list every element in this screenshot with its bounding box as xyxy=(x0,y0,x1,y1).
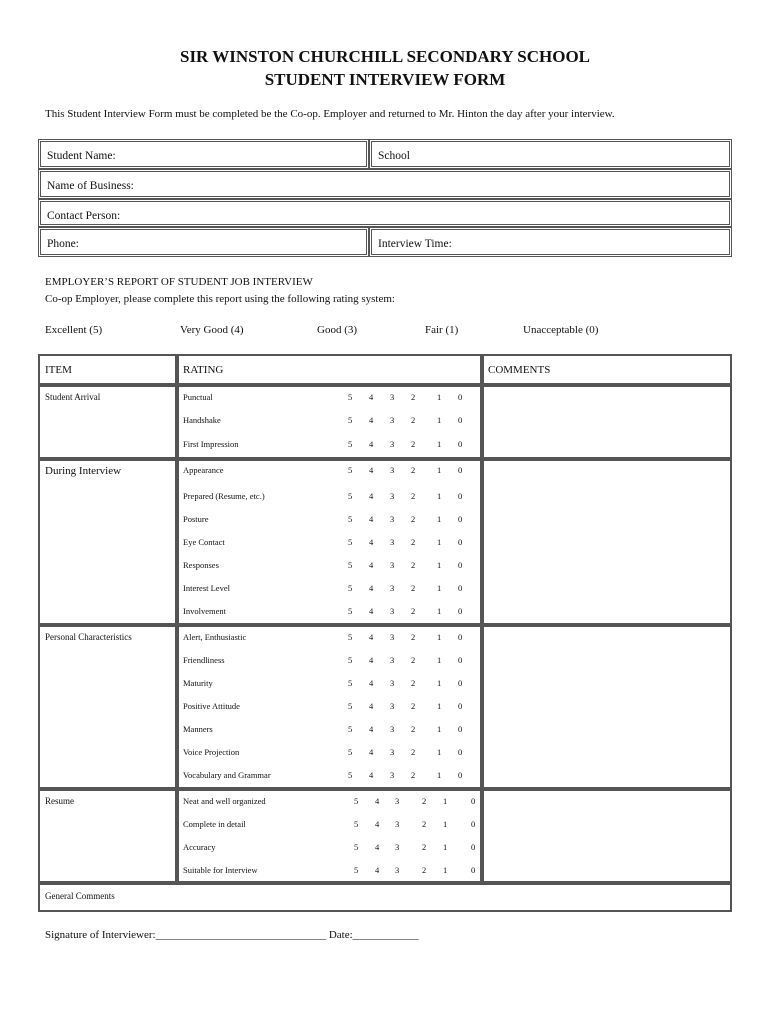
business-field[interactable] xyxy=(38,169,732,199)
contact-label: Contact Person: xyxy=(47,210,121,222)
group-label: Personal Characteristics xyxy=(45,632,132,642)
rating-option[interactable]: 4 xyxy=(369,392,374,402)
rating-option[interactable]: 4 xyxy=(369,606,374,616)
rating-item: Voice Projection xyxy=(183,747,240,757)
rating-item: Neat and well organized xyxy=(183,796,266,806)
rating-option[interactable]: 0 xyxy=(458,770,463,780)
rating-option[interactable]: 4 xyxy=(375,865,380,875)
rating-option[interactable]: 2 xyxy=(411,606,416,616)
scale-very-good: Very Good (4) xyxy=(180,324,244,336)
rating-option[interactable]: 0 xyxy=(458,678,463,688)
rating-option[interactable]: 3 xyxy=(390,514,395,524)
school-label: School xyxy=(378,150,410,162)
rating-item: Eye Contact xyxy=(183,537,225,547)
rating-option[interactable]: 0 xyxy=(471,865,476,875)
report-instructions: Co-op Employer, please complete this report using the following rating system: xyxy=(45,293,395,305)
rating-item: First Impression xyxy=(183,439,239,449)
rating-option[interactable]: 2 xyxy=(411,514,416,524)
rating-option[interactable]: 2 xyxy=(411,632,416,642)
rating-option[interactable]: 4 xyxy=(369,465,374,475)
rating-option[interactable]: 3 xyxy=(390,655,395,665)
phone-label: Phone: xyxy=(47,238,79,250)
rating-option[interactable]: 0 xyxy=(458,583,463,593)
rating-item: Accuracy xyxy=(183,842,216,852)
rating-option[interactable]: 0 xyxy=(458,606,463,616)
student-name-field[interactable] xyxy=(38,139,369,169)
rating-item: Prepared (Resume, etc.) xyxy=(183,491,265,501)
intro-text: This Student Interview Form must be completed be the Co-op. Employer and returned to Mr. Hinton the day after your interview. xyxy=(45,108,615,120)
student-name-label: Student Name: xyxy=(47,150,116,162)
rating-option[interactable]: 4 xyxy=(369,632,374,642)
group-item-cell xyxy=(38,459,177,625)
rating-option[interactable]: 1 xyxy=(443,842,448,852)
rating-option[interactable]: 4 xyxy=(369,724,374,734)
scale-excellent: Excellent (5) xyxy=(45,324,103,336)
rating-option[interactable]: 5 xyxy=(348,606,353,616)
rating-item: Friendliness xyxy=(183,655,225,665)
contact-field[interactable] xyxy=(38,199,732,227)
rating-option[interactable]: 1 xyxy=(437,655,442,665)
rating-option[interactable]: 1 xyxy=(437,632,442,642)
rating-item: Complete in detail xyxy=(183,819,246,829)
rating-option[interactable]: 3 xyxy=(390,678,395,688)
rating-option[interactable]: 2 xyxy=(411,770,416,780)
rating-option[interactable]: 3 xyxy=(390,415,395,425)
rating-item: Vocabulary and Grammar xyxy=(183,770,271,780)
rating-option[interactable]: 3 xyxy=(395,819,400,829)
rating-option[interactable]: 5 xyxy=(348,678,353,688)
business-label: Name of Business: xyxy=(47,180,134,192)
rating-option[interactable]: 2 xyxy=(422,796,427,806)
rating-option[interactable]: 5 xyxy=(348,724,353,734)
rating-option[interactable]: 1 xyxy=(437,724,442,734)
rating-option[interactable]: 1 xyxy=(437,701,442,711)
rating-option[interactable]: 0 xyxy=(471,842,476,852)
rating-option[interactable]: 4 xyxy=(375,819,380,829)
rating-option[interactable]: 1 xyxy=(437,770,442,780)
rating-option[interactable]: 1 xyxy=(443,865,448,875)
rating-item: Handshake xyxy=(183,415,221,425)
group-comments-cell xyxy=(482,789,732,883)
rating-option[interactable]: 5 xyxy=(354,842,359,852)
rating-option[interactable]: 5 xyxy=(348,655,353,665)
rating-option[interactable]: 3 xyxy=(390,583,395,593)
rating-option[interactable]: 5 xyxy=(348,560,353,570)
rating-option[interactable]: 1 xyxy=(437,606,442,616)
rating-option[interactable]: 5 xyxy=(348,583,353,593)
rating-option[interactable]: 2 xyxy=(411,655,416,665)
rating-option[interactable]: 2 xyxy=(411,747,416,757)
rating-option[interactable]: 3 xyxy=(390,465,395,475)
rating-item: Appearance xyxy=(183,465,224,475)
rating-option[interactable]: 4 xyxy=(369,655,374,665)
interview-time-field[interactable] xyxy=(369,227,732,257)
rating-option[interactable]: 1 xyxy=(437,560,442,570)
rating-option[interactable]: 5 xyxy=(348,465,353,475)
rating-option[interactable]: 4 xyxy=(369,491,374,501)
header-rating: RATING xyxy=(183,364,224,376)
rating-option[interactable]: 3 xyxy=(390,392,395,402)
rating-option[interactable]: 0 xyxy=(458,392,463,402)
rating-option[interactable]: 5 xyxy=(354,865,359,875)
header-comments: COMMENTS xyxy=(488,364,551,376)
rating-item: Involvement xyxy=(183,606,226,616)
rating-option[interactable]: 4 xyxy=(369,770,374,780)
rating-option[interactable]: 4 xyxy=(369,514,374,524)
signature-label: Signature of Interviewer:_______________________________ xyxy=(45,929,327,941)
scale-fair: Fair (1) xyxy=(425,324,459,336)
rating-option[interactable]: 1 xyxy=(443,819,448,829)
rating-option[interactable]: 4 xyxy=(375,842,380,852)
rating-option[interactable]: 0 xyxy=(471,819,476,829)
rating-option[interactable]: 4 xyxy=(369,415,374,425)
rating-option[interactable]: 1 xyxy=(437,439,442,449)
rating-option[interactable]: 3 xyxy=(390,491,395,501)
rating-item: Manners xyxy=(183,724,213,734)
general-comments-label: General Comments xyxy=(45,891,115,901)
group-label: Student Arrival xyxy=(45,392,101,402)
rating-option[interactable]: 4 xyxy=(369,439,374,449)
rating-option[interactable]: 5 xyxy=(348,770,353,780)
rating-item: Interest Level xyxy=(183,583,230,593)
rating-option[interactable]: 0 xyxy=(458,439,463,449)
rating-option[interactable]: 2 xyxy=(411,465,416,475)
form-title: STUDENT INTERVIEW FORM xyxy=(264,70,506,89)
rating-option[interactable]: 3 xyxy=(390,537,395,547)
rating-option[interactable]: 5 xyxy=(348,747,353,757)
rating-option[interactable]: 3 xyxy=(395,865,400,875)
rating-option[interactable]: 3 xyxy=(390,770,395,780)
rating-option[interactable]: 5 xyxy=(348,514,353,524)
rating-item: Responses xyxy=(183,560,219,570)
rating-option[interactable]: 2 xyxy=(411,583,416,593)
rating-option[interactable]: 0 xyxy=(458,465,463,475)
rating-option[interactable]: 0 xyxy=(471,796,476,806)
group-label: Resume xyxy=(45,796,74,806)
group-comments-cell xyxy=(482,625,732,789)
rating-option[interactable]: 4 xyxy=(369,583,374,593)
group-item-cell xyxy=(38,625,177,789)
phone-field[interactable] xyxy=(38,227,369,257)
rating-option[interactable]: 2 xyxy=(411,491,416,501)
rating-option[interactable]: 5 xyxy=(354,819,359,829)
rating-item: Alert, Enthusiastic xyxy=(183,632,247,642)
rating-option[interactable]: 2 xyxy=(411,415,416,425)
rating-option[interactable]: 5 xyxy=(348,491,353,501)
rating-option[interactable]: 4 xyxy=(375,796,380,806)
rating-option[interactable]: 3 xyxy=(390,701,395,711)
rating-option[interactable]: 0 xyxy=(458,415,463,425)
rating-option[interactable]: 3 xyxy=(390,747,395,757)
rating-option[interactable]: 0 xyxy=(458,514,463,524)
school-field[interactable] xyxy=(369,139,732,169)
rating-option[interactable]: 4 xyxy=(369,560,374,570)
rating-option[interactable]: 5 xyxy=(348,415,353,425)
school-name: SIR WINSTON CHURCHILL SECONDARY SCHOOL xyxy=(179,47,591,66)
rating-option[interactable]: 0 xyxy=(458,655,463,665)
report-heading: EMPLOYER’S REPORT OF STUDENT JOB INTERVIEW xyxy=(45,276,313,288)
rating-option[interactable]: 5 xyxy=(348,632,353,642)
rating-option[interactable]: 4 xyxy=(369,747,374,757)
interview-time-label: Interview Time: xyxy=(378,238,452,250)
rating-item: Positive Attitude xyxy=(183,701,240,711)
rating-option[interactable]: 2 xyxy=(411,724,416,734)
rating-option[interactable]: 1 xyxy=(437,583,442,593)
rating-option[interactable]: 4 xyxy=(369,701,374,711)
rating-option[interactable]: 2 xyxy=(422,819,427,829)
rating-option[interactable]: 2 xyxy=(411,439,416,449)
rating-option[interactable]: 2 xyxy=(422,865,427,875)
rating-option[interactable]: 2 xyxy=(411,560,416,570)
rating-option[interactable]: 5 xyxy=(348,439,353,449)
group-comments-cell xyxy=(482,459,732,625)
rating-option[interactable]: 3 xyxy=(390,632,395,642)
general-comments-cell xyxy=(38,883,732,912)
rating-option[interactable]: 4 xyxy=(369,678,374,688)
header-item: ITEM xyxy=(45,364,72,376)
rating-option[interactable]: 1 xyxy=(437,392,442,402)
rating-option[interactable]: 5 xyxy=(348,537,353,547)
rating-option[interactable]: 1 xyxy=(437,491,442,501)
rating-option[interactable]: 0 xyxy=(458,632,463,642)
rating-option[interactable]: 4 xyxy=(369,537,374,547)
group-comments-cell xyxy=(482,385,732,459)
rating-item: Posture xyxy=(183,514,209,524)
rating-option[interactable]: 1 xyxy=(437,465,442,475)
rating-option[interactable]: 5 xyxy=(354,796,359,806)
rating-option[interactable]: 0 xyxy=(458,747,463,757)
rating-option[interactable]: 3 xyxy=(390,606,395,616)
rating-option[interactable]: 3 xyxy=(395,796,400,806)
rating-option[interactable]: 2 xyxy=(422,842,427,852)
signature-line xyxy=(45,929,419,941)
rating-item: Maturity xyxy=(183,678,213,688)
rating-option[interactable]: 1 xyxy=(437,514,442,524)
scale-unacceptable: Unacceptable (0) xyxy=(523,324,599,336)
rating-option[interactable]: 0 xyxy=(458,560,463,570)
rating-option[interactable]: 0 xyxy=(458,537,463,547)
group-label: During Interview xyxy=(45,465,122,477)
rating-option[interactable]: 5 xyxy=(348,701,353,711)
rating-option[interactable]: 2 xyxy=(411,701,416,711)
rating-option[interactable]: 2 xyxy=(411,678,416,688)
rating-option[interactable]: 0 xyxy=(458,701,463,711)
scale-good: Good (3) xyxy=(317,324,358,336)
rating-option[interactable]: 1 xyxy=(437,415,442,425)
rating-option[interactable]: 1 xyxy=(437,747,442,757)
rating-option[interactable]: 1 xyxy=(437,678,442,688)
rating-item: Punctual xyxy=(183,392,213,402)
rating-option[interactable]: 2 xyxy=(411,392,416,402)
rating-option[interactable]: 0 xyxy=(458,724,463,734)
rating-option[interactable]: 2 xyxy=(411,537,416,547)
rating-option[interactable]: 3 xyxy=(390,439,395,449)
rating-option[interactable]: 1 xyxy=(437,537,442,547)
rating-option[interactable]: 3 xyxy=(390,724,395,734)
rating-option[interactable]: 3 xyxy=(390,560,395,570)
rating-item: Suitable for Interview xyxy=(183,865,258,875)
rating-option[interactable]: 5 xyxy=(348,392,353,402)
rating-option[interactable]: 0 xyxy=(458,491,463,501)
rating-option[interactable]: 3 xyxy=(395,842,400,852)
date-label: Date:____________ xyxy=(328,929,419,941)
rating-option[interactable]: 1 xyxy=(443,796,448,806)
